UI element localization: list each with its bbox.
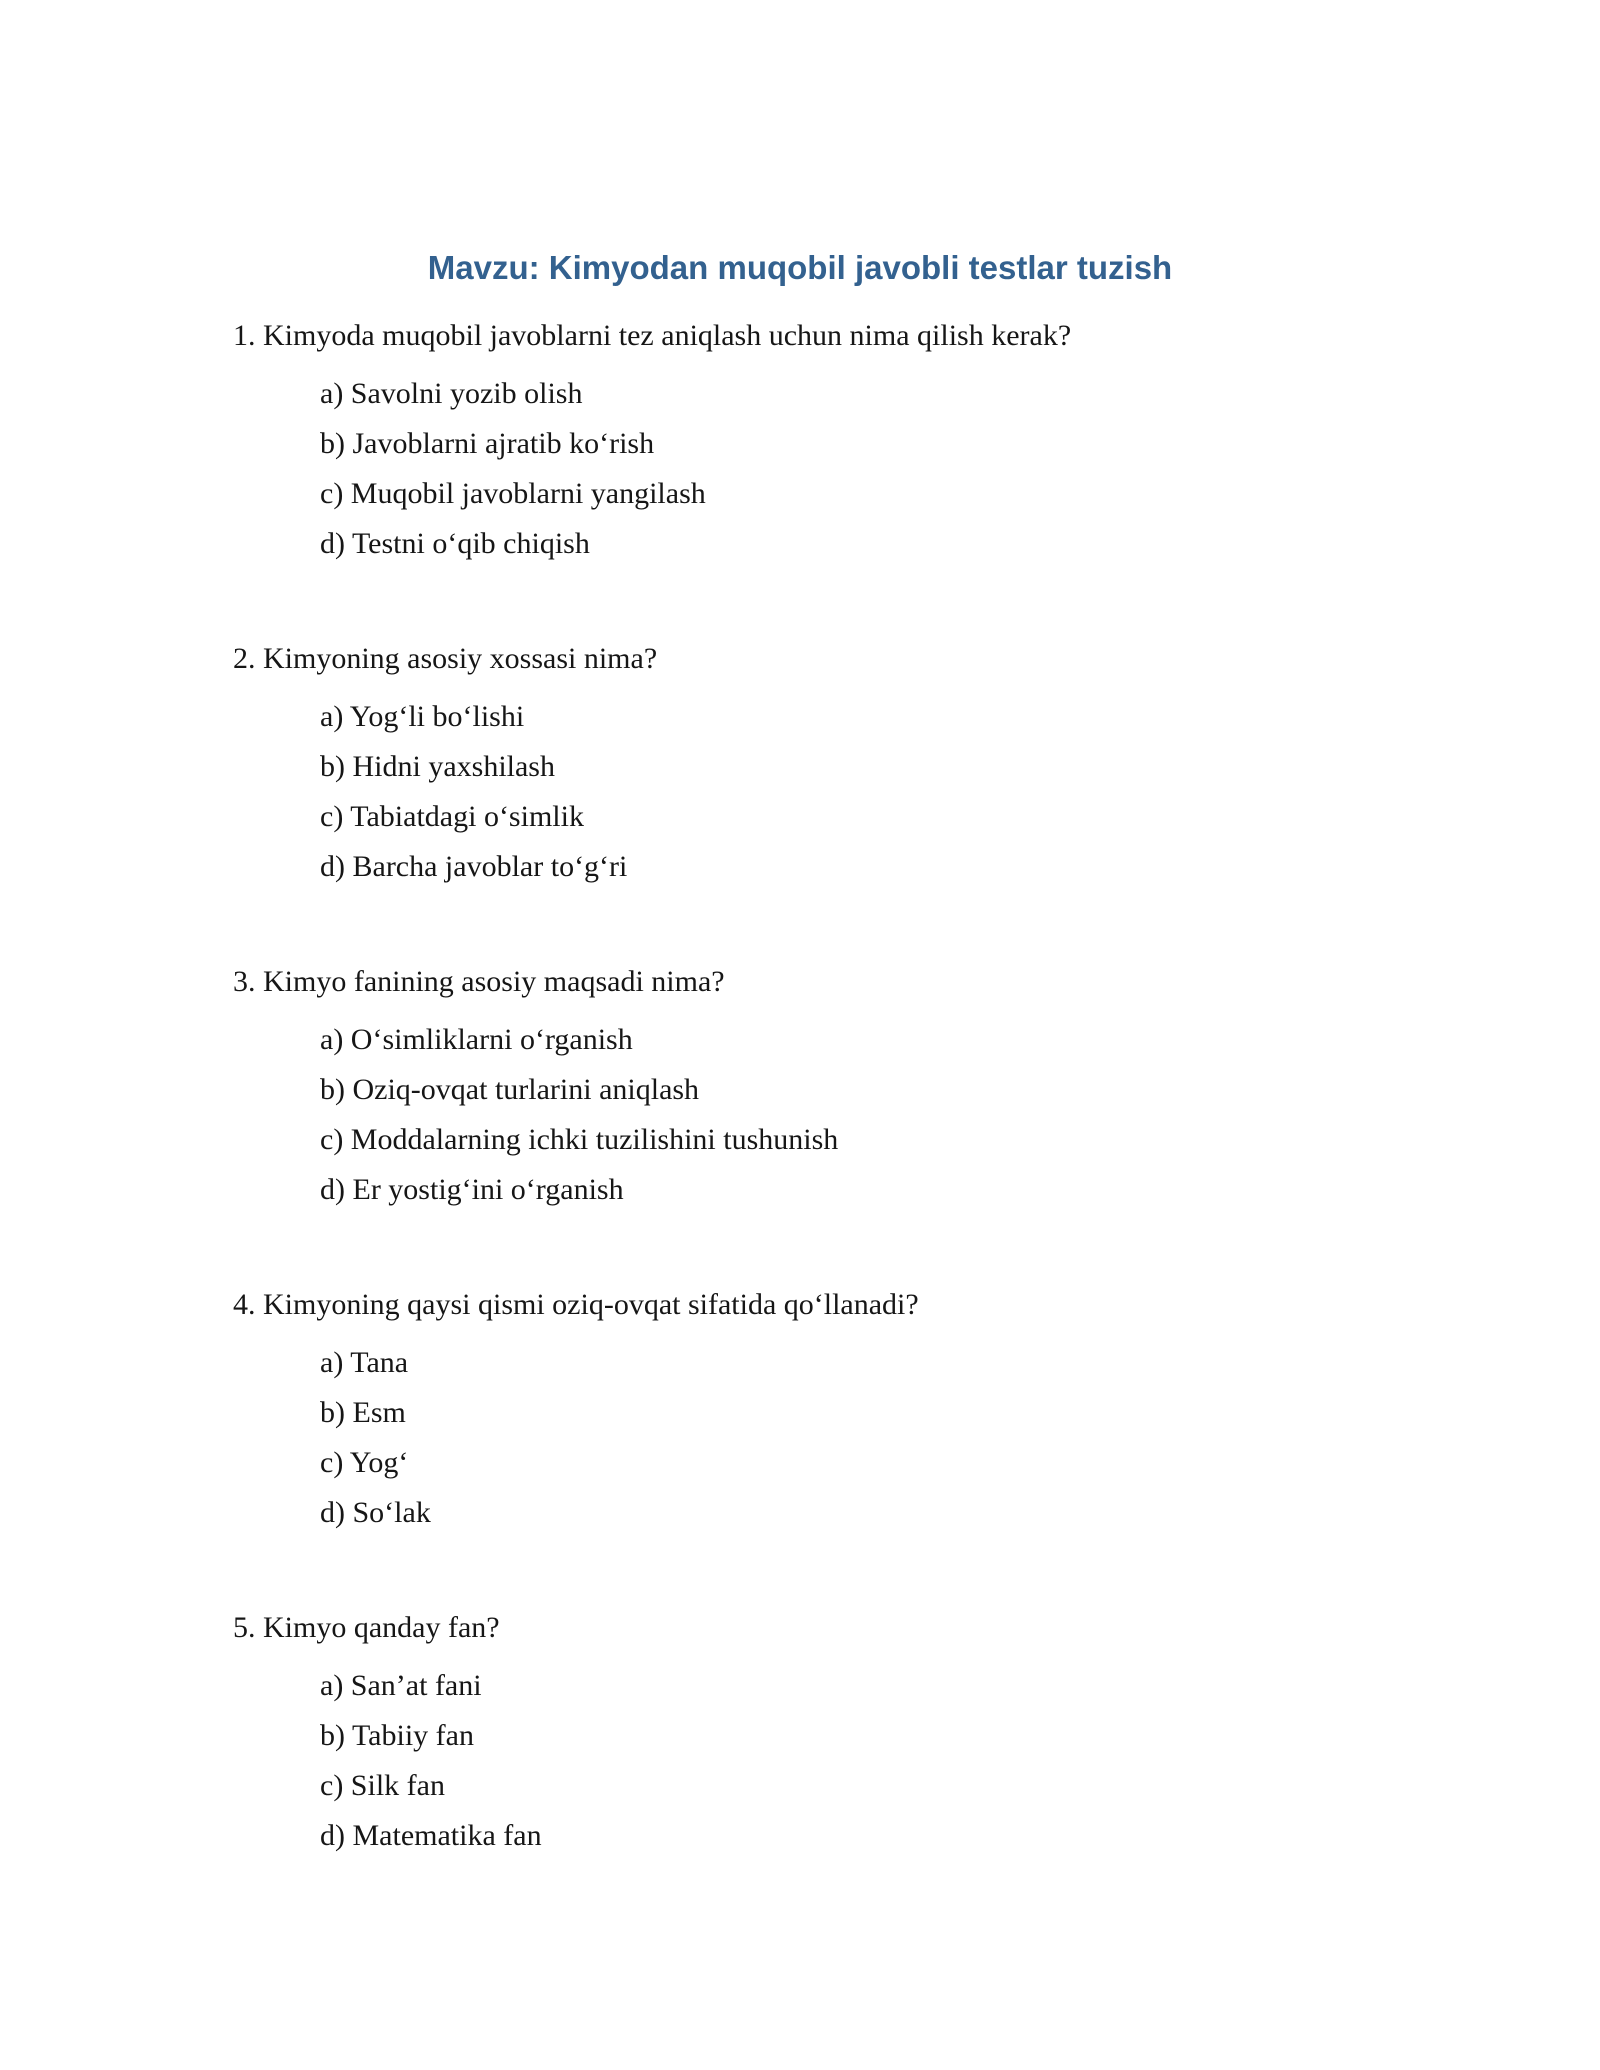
- question-block: [233, 963, 1460, 1209]
- answer-option: c) Yog‘: [320, 1446, 409, 1479]
- question-text: 1. Kimyoda muqobil javoblarni tez aniqlash uchun nima qilish kerak?: [233, 319, 1072, 352]
- document-title: Mavzu: Kimyodan muqobil javobli testlar tuzish: [427, 249, 1173, 286]
- answer-option: c) Moddalarning ichki tuzilishini tushunish: [320, 1123, 839, 1156]
- answer-option: c) Silk fan: [320, 1769, 445, 1802]
- question-text: 4. Kimyoning qaysi qismi oziq-ovqat sifatida qo‘llanadi?: [233, 1288, 919, 1321]
- answer-option: c) Muqobil javoblarni yangilash: [320, 477, 706, 510]
- question-text: 2. Kimyoning asosiy xossasi nima?: [233, 642, 658, 675]
- answer-option: a) Tana: [320, 1346, 409, 1379]
- answer-option: d) Matematika fan: [320, 1819, 542, 1852]
- question-block: [233, 317, 1460, 563]
- question-text: 3. Kimyo fanining asosiy maqsadi nima?: [233, 965, 725, 998]
- answer-option: a) Yog‘li bo‘lishi: [320, 700, 525, 733]
- answer-option: b) Hidni yaxshilash: [320, 750, 555, 783]
- answer-option: a) O‘simliklarni o‘rganish: [320, 1023, 633, 1056]
- question-list: [0, 317, 1600, 1855]
- question-text: 5. Kimyo qanday fan?: [233, 1611, 500, 1644]
- answer-option: b) Tabiiy fan: [320, 1719, 474, 1752]
- answer-option: d) Er yostig‘ini o‘rganish: [320, 1173, 624, 1206]
- answer-option: c) Tabiatdagi o‘simlik: [320, 800, 584, 833]
- question-block: [233, 1609, 1460, 1855]
- answer-option: d) Testni o‘qib chiqish: [320, 527, 590, 560]
- question-block: [233, 640, 1460, 886]
- answer-option: a) San’at fani: [320, 1669, 482, 1702]
- answer-option: a) Savolni yozib olish: [320, 377, 583, 410]
- answer-option: d) So‘lak: [320, 1496, 431, 1529]
- answer-option: b) Javoblarni ajratib ko‘rish: [320, 427, 655, 460]
- question-block: [233, 1286, 1460, 1532]
- answer-option: b) Oziq-ovqat turlarini aniqlash: [320, 1073, 700, 1106]
- answer-option: b) Esm: [320, 1396, 406, 1429]
- answer-option: d) Barcha javoblar to‘g‘ri: [320, 850, 628, 883]
